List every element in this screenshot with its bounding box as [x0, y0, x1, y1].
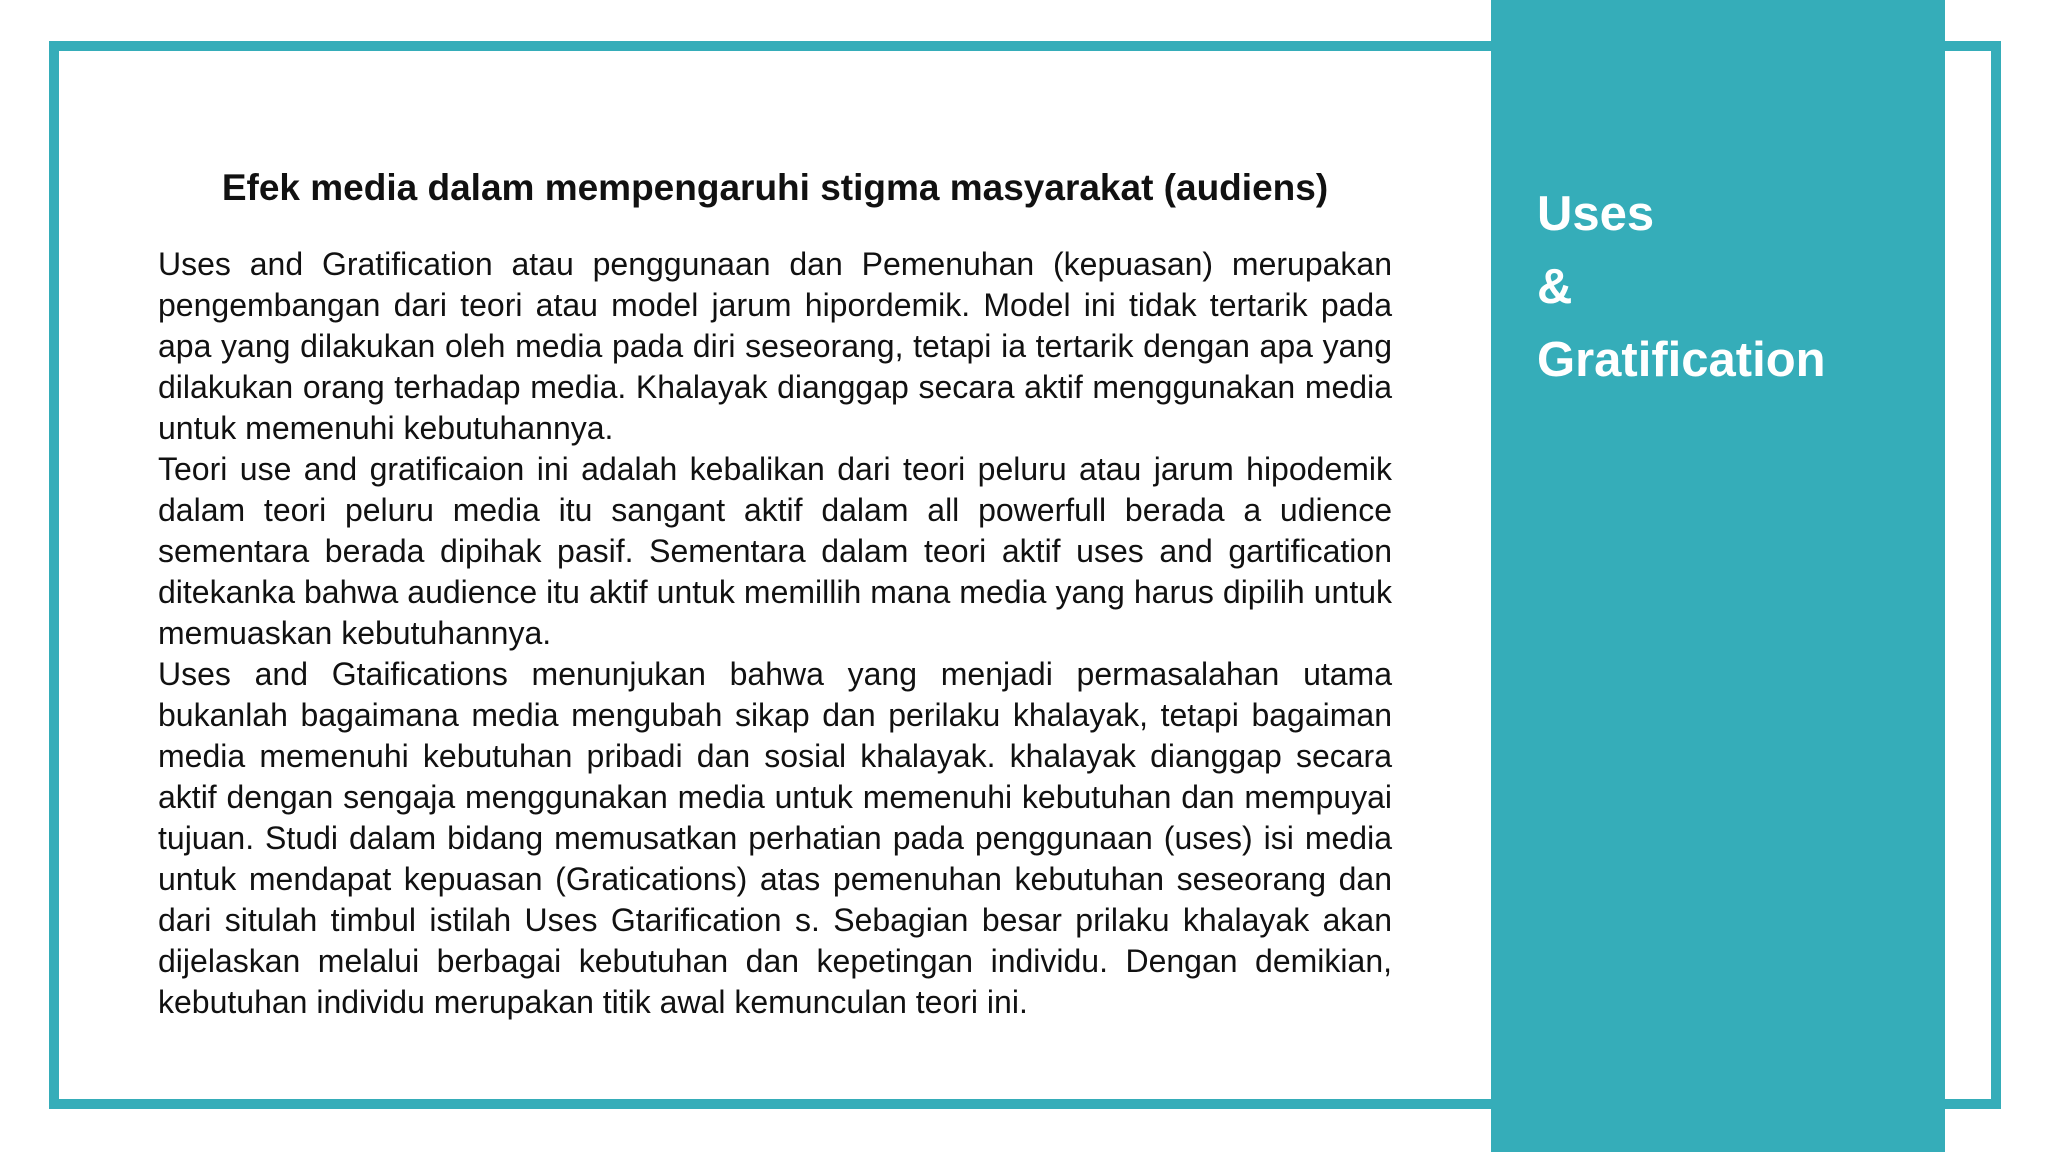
paragraph-2: Teori use and gratificaion ini adalah kebalikan dari teori peluru atau jarum hipodemik dalam teori peluru media itu sangant aktif dalam all powerfull berada a udience sementara berada dipihak pasif. Sementara dalam teori aktif uses and gartification ditekanka bahwa audience itu aktif untuk memillih mana media yang harus dipilih untuk memuaskan kebutuhannya.: [158, 451, 1392, 651]
side-panel: [1491, 0, 1945, 1152]
side-title-line-uses: Uses: [1537, 187, 1655, 241]
side-title-line-gratification: Gratification: [1537, 333, 1826, 387]
paragraph-3: Uses and Gtaifications menunjukan bahwa yang menjadi permasalahan utama bukanlah bagaimana media mengubah sikap dan perilaku khalayak, tetapi bagaiman media memenuhi kebutuhan pribadi dan sosial khalayak. khalayak dianggap secara aktif dengan sengaja menggunakan media untuk memenuhi kebutuhan dan mempuyai tujuan. Studi dalam bidang memusatkan perhatian pada penggunaan (uses) isi media untuk mendapat kepuasan (Gratications) atas pemenuhan kebutuhan seseorang dan dari situlah timbul istilah Uses Gtarification s. Sebagian besar prilaku khalayak akan dijelaskan melalui berbagai kebutuhan dan kepetingan individu. Dengan demikian, kebutuhan individu merupakan titik awal kemunculan teori ini.: [158, 656, 1392, 1020]
main-content: [158, 164, 1392, 1023]
side-panel-title: [1537, 178, 1826, 397]
side-title-line-ampersand: &: [1537, 260, 1573, 314]
paragraph-1: Uses and Gratification atau penggunaan dan Pemenuhan (kepuasan) merupakan pengembangan dari teori atau model jarum hipordemik. Model ini tidak tertarik pada apa yang dilakukan oleh media pada diri seseorang, tetapi ia tertarik dengan apa yang dilakukan orang terhadap media. Khalayak dianggap secara aktif menggunakan media untuk memenuhi kebutuhannya.: [158, 246, 1392, 446]
slide-heading: Efek media dalam mempengaruhi stigma masyarakat (audiens): [221, 167, 1329, 208]
